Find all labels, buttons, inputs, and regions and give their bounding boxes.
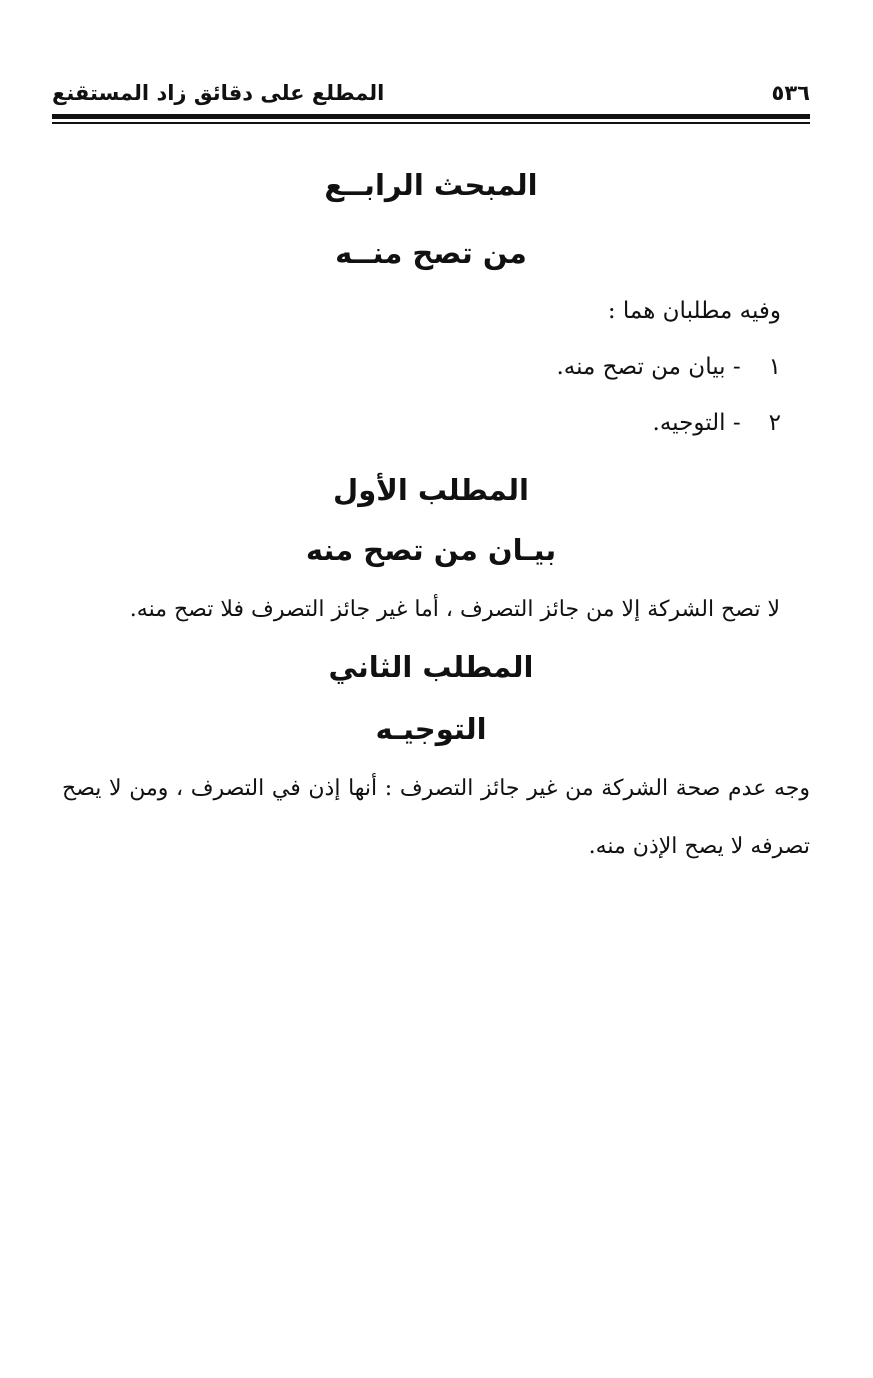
page-number: ٥٣٦ — [771, 81, 810, 105]
intro-text: وفيه مطلبان هما : — [607, 298, 781, 324]
list-item-number: ٢ — [768, 410, 781, 436]
list-item-number: ١ — [768, 354, 781, 380]
section-title: المبحث الرابــع — [324, 168, 538, 202]
book-title: المطلع على دقائق زاد المستقنع — [52, 81, 385, 105]
list-item-text: - بيان من تصح منه. — [556, 354, 741, 380]
list-item-text: - التوجيه. — [652, 410, 741, 436]
list-item — [653, 410, 781, 436]
topic1-body: لا تصح الشركة إلا من جائز التصرف ، أما غير جائز التصرف فلا تصح منه. — [129, 597, 780, 622]
topic2-subtitle: التوجيـه — [375, 712, 487, 746]
running-header — [52, 78, 810, 108]
topic1-title: المطلب الأول — [333, 473, 529, 507]
header-rule-thin — [52, 122, 810, 124]
topic1-subtitle: بيـان من تصح منه — [305, 533, 557, 567]
topic2-title: المطلب الثاني — [328, 650, 534, 684]
list-item — [556, 354, 781, 380]
header-rule-thick — [52, 114, 810, 119]
section-subtitle: من تصح منــه — [335, 236, 527, 270]
topic2-body: وجه عدم صحة الشركة من غير جائز التصرف : أنها إذن في التصرف ، ومن لا يصح تصرفه لا يصح الإذن منه. — [62, 776, 810, 859]
